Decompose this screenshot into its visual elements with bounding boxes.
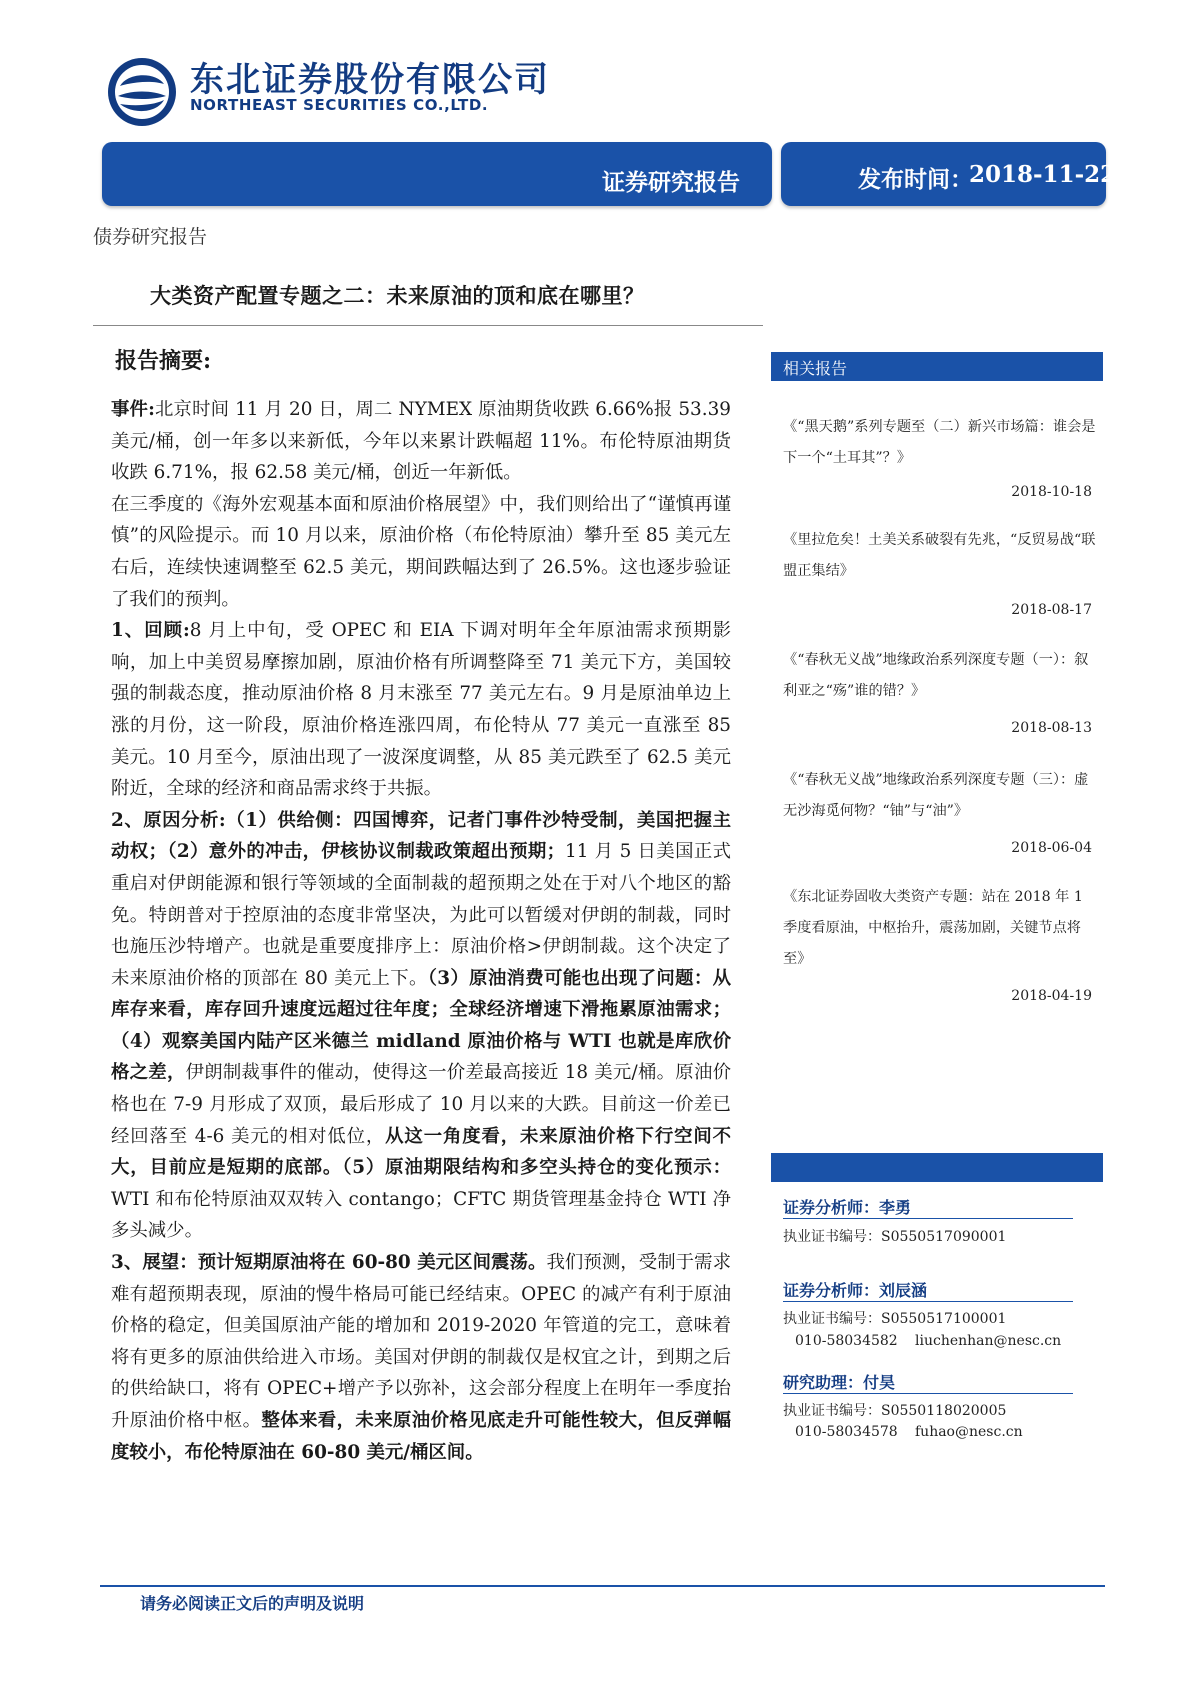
- related-report-date: 2018-08-13: [1011, 720, 1092, 736]
- analyst-phone: 010-58034582: [795, 1333, 898, 1349]
- footer-divider: [100, 1585, 1105, 1587]
- analyst-divider: [783, 1218, 1073, 1219]
- outlook-bold-2: 整体来看，未来原油价格见底走升可能性较大，但反弹幅度较小，布伦特原油在 60-80 美元/桶区间。: [111, 1410, 731, 1463]
- related-reports-heading: 相关报告: [783, 359, 848, 378]
- title-divider: [93, 325, 763, 326]
- analyst-section-header: [771, 1153, 1103, 1182]
- related-report-link[interactable]: 《“春秋无义战”地缘政治系列深度专题（一）：叙利亚之“殇”谁的错？》: [783, 652, 1089, 699]
- analyst-phone: 010-58034578: [795, 1424, 898, 1440]
- report-type: 证券研究报告: [602, 169, 740, 196]
- paragraph-event: [111, 394, 731, 489]
- abstract-heading: 报告摘要:: [115, 348, 212, 374]
- analysis-bold-2: （3）原油消费可能也出现了问题：从库存来看，库存回升速度远超过往年度；全球经济增速下滑拖累原油需求；（4）观察美国内陆产区米德兰 midland 原油价格与 WTI 也就是库欣价格之差，: [111, 967, 731, 1084]
- analyst-cert: 执业证书编号：S0550517100001: [783, 1311, 1007, 1327]
- related-report-link[interactable]: 《里拉危矣！土美关系破裂有先兆，“反贸易战“联盟正集结》: [783, 532, 1096, 579]
- analysis-text-2: 伊朗制裁事件的催动，使得这一价差最高接近 18 美元/桶。原油价格也在 7-9 月形成了双顶，最后形成了 10 月以来的大跌。目前这一价差已经回落至 4-6 美元的相对低位，: [111, 1062, 731, 1147]
- related-report-link[interactable]: 《东北证券固收大类资产专题：站在 2018 年 1 季度看原油，中枢抬升，震荡加剧，关键节点将至》: [783, 889, 1083, 967]
- paragraph-outlook: [111, 1247, 731, 1468]
- company-logo-icon: [106, 56, 178, 128]
- analyst-email[interactable]: liuchenhan@nesc.cn: [915, 1333, 1062, 1349]
- related-report-link[interactable]: 《“黑天鹅”系列专题至（二）新兴市场篇：谁会是下一个“土耳其”？》: [783, 419, 1096, 466]
- analyst-cert: 执业证书编号：S0550517090001: [783, 1229, 1007, 1245]
- publish-label: 发布时间：: [858, 166, 973, 193]
- report-title: 大类资产配置专题之二：未来原油的顶和底在哪里？: [150, 283, 645, 308]
- event-text: 北京时间 11 月 20 日，周二 NYMEX 原油期货收跌 6.66%报 53.39 美元/桶，创一年多以来新低，今年以来累计跌幅超 11%。布伦特原油期货收跌 6.71%，报 62.58 美元/桶，创近一年新低。: [111, 399, 731, 484]
- related-reports-header: [771, 352, 1103, 381]
- company-name-en: NORTHEAST SECURITIES CO.,LTD.: [190, 96, 489, 114]
- report-type-bar: [102, 142, 772, 206]
- publish-date-bar: [781, 142, 1117, 206]
- analyst-role: 证券分析师：李勇: [783, 1198, 912, 1217]
- analyst-role: 研究助理：付昊: [783, 1373, 896, 1392]
- analyst-divider: [783, 1393, 1073, 1394]
- warning-text: 在三季度的《海外宏观基本面和原油价格展望》中，我们则给出了“谨慎再谨慎”的风险提示。而 10 月以来，原油价格（布伦特原油）攀升至 85 美元左右后，连续快速调整至 62.5 美元，期间跌幅达到了 26.5%。这也逐步验证了我们的预判。: [111, 493, 731, 610]
- abstract-body: [111, 394, 731, 1468]
- paragraph-warning: [111, 489, 731, 615]
- analyst-email[interactable]: fuhao@nesc.cn: [915, 1424, 1023, 1440]
- analyst-role: 证券分析师：刘辰涵: [783, 1281, 928, 1300]
- related-report-date: 2018-08-17: [1011, 602, 1092, 618]
- analysis-bold-3: 从这一角度看，未来原油价格下行空间不大，目前应是短期的底部。（5）原油期限结构和多空头持仓的变化预示：: [111, 1125, 731, 1179]
- paragraph-review: [111, 615, 731, 805]
- footer-disclaimer: 请务必阅读正文后的声明及说明: [140, 1594, 365, 1613]
- analysis-bold-1: 2、原因分析:（1）供给侧：四国博弈，记者门事件沙特受制，美国把握主动权；（2）意外的冲击，伊核协议制裁政策超出预期；: [111, 809, 731, 863]
- analyst-divider: [783, 1301, 1073, 1302]
- publish-date: 2018-11-22: [969, 161, 1117, 188]
- related-report-date: 2018-10-18: [1011, 484, 1092, 500]
- related-report-date: 2018-04-19: [1011, 988, 1092, 1004]
- paragraph-analysis: [111, 805, 731, 1247]
- analyst-cert: 执业证书编号：S0550118020005: [783, 1403, 1007, 1419]
- outlook-bold-1: 3、展望：预计短期原油将在 60-80 美元区间震荡。: [111, 1252, 547, 1274]
- outlook-text: 我们预测，受制于需求难有超预期表现，原油的慢牛格局可能已经结束。OPEC 的减产有利于原油价格的稳定，但美国原油产能的增加和 2019-2020 年管道的完工，意味着将有更多的原油供给进入市场。美国对伊朗的制裁仅是权宜之计，到期之后的供给缺口，将有 OPEC+增产予以弥补，这会部分程度上在明年一季度抬升原油价格中枢。: [111, 1252, 731, 1431]
- related-report-link[interactable]: 《“春秋无义战”地缘政治系列深度专题（三）：虚无沙海觅何物？“铀”与“油”》: [783, 772, 1089, 819]
- company-name-cn: 东北证券股份有限公司: [190, 60, 550, 100]
- analysis-text-3: WTI 和布伦特原油双双转入 contango；CFTC 期货管理基金持仓 WTI 净多头减少。: [111, 1188, 731, 1242]
- event-label: 事件:: [111, 399, 155, 420]
- review-label: 1、回顾:: [111, 620, 190, 642]
- analysis-text-1: 11 月 5 日美国正式重启对伊朗能源和银行等领域的全面制裁的超预期之处在于对八个地区的豁免。特朗普对于控原油的态度非常坚决，为此可以暂缓对伊朗的制裁，同时也施压沙特增产。也就是重要度排序上：原油价格>伊朗制裁。这个决定了未来原油价格的顶部在 80 美元上下。: [111, 841, 731, 989]
- report-category: 债券研究报告: [93, 226, 208, 248]
- related-report-date: 2018-06-04: [1011, 840, 1092, 856]
- review-text: 8 月上中旬，受 OPEC 和 EIA 下调对明年全年原油需求预期影响，加上中美贸易摩擦加剧，原油价格有所调整降至 71 美元下方，美国较强的制裁态度，推动原油价格 8 月末涨至 77 美元左右。9 月是原油单边上涨的月份，这一阶段，原油价格连涨四周，布伦特从 77 美元一直涨至 85 美元。10 月至今，原油出现了一波深度调整，从 85 美元跌至了 62.5 美元附近，全球的经济和商品需求终于共振。: [111, 620, 731, 800]
